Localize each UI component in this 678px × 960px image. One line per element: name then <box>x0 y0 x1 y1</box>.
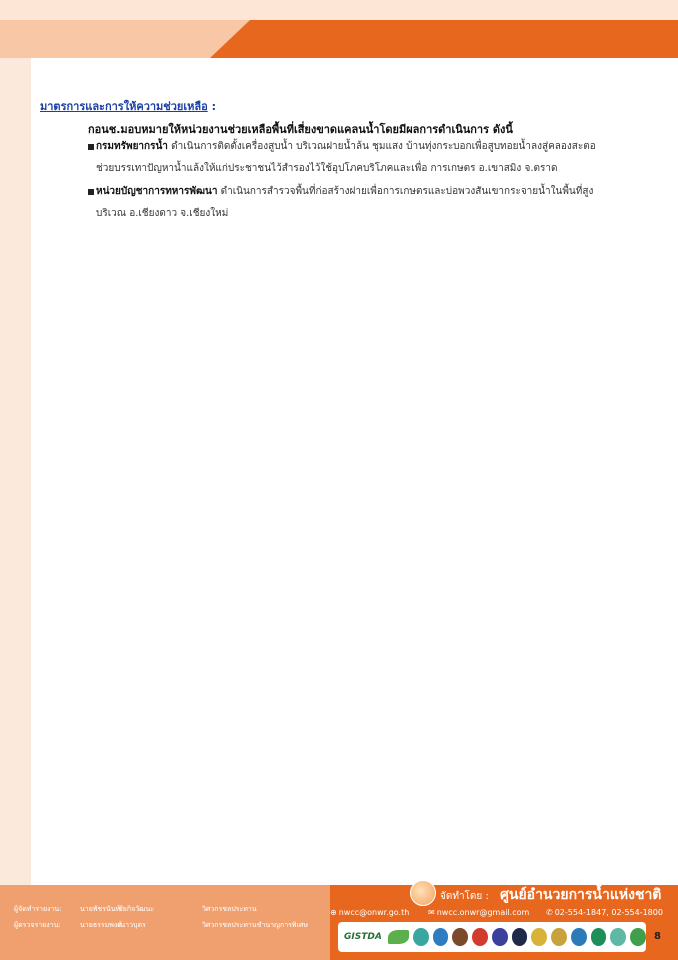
agency-logo-icon <box>630 928 646 946</box>
credit-first-name: นายธรรมพงศ์ <box>80 921 122 929</box>
page-number: 8 <box>654 931 661 942</box>
list-item <box>96 136 656 180</box>
list-item-line: ช่วยบรรเทาปัญหาน้ำแล้งให้แก่ประชาชนไว้สำรองไว้ใช้อุปโภคบริโภคและเพื่อ การเกษตร อ.เขาสมิง จ.ตราด <box>96 163 558 174</box>
list-item-text: ดำเนินการสำรวจพื้นที่ก่อสร้างฝายเพื่อการเกษตรและบ่อพวงสันเขากระจายน้ำในพื้นที่สูง <box>217 186 594 197</box>
agency-logo-icon <box>492 928 508 946</box>
leaf-logo-icon <box>388 930 409 944</box>
agency-logo-icon <box>591 928 607 946</box>
org-name: ศูนย์อำนวยการน้ำแห่งชาติ <box>500 887 662 903</box>
list-item-line <box>96 181 656 203</box>
agency-name: กรมทรัพยากรน้ำ <box>96 141 168 152</box>
globe-icon: ⊕ <box>330 908 337 917</box>
section-heading-suffix: : <box>207 100 216 113</box>
list-item-text: ดำเนินการติดตั้งเครื่องสูบน้ำ บริเวณฝายน้ำล้น ชุมแสง บ้านทุ่งกระบอกเพื่อสูบทอยน้ำลงสู่คลองสะตอ <box>167 141 596 152</box>
agency-logo-icon <box>452 928 468 946</box>
credit-role: ผู้ตรวจรายงาน: <box>14 921 61 929</box>
section-heading-text: มาตรการและการให้ความช่วยเหลือ <box>40 100 208 113</box>
section-heading <box>40 97 216 115</box>
footer-credits <box>0 885 330 960</box>
phone-text: 02-554-1847, 02-554-1800 <box>554 908 663 917</box>
mail-icon: ✉ <box>428 908 435 917</box>
gistda-logo: GISTDA <box>344 932 382 942</box>
website-contact[interactable] <box>330 908 409 917</box>
website-text: nwcc@onwr.go.th <box>338 908 410 917</box>
credit-first-name: นายพัชรนันท์ <box>80 905 121 913</box>
agency-name: หน่วยบัญชาการทหารพัฒนา <box>96 186 218 197</box>
email-contact[interactable] <box>428 908 529 917</box>
agency-logo-icon <box>472 928 488 946</box>
agency-logo-icon <box>571 928 587 946</box>
agency-logo-icon <box>433 928 449 946</box>
list-item <box>96 181 656 225</box>
partner-logos <box>338 922 646 952</box>
agency-logo-icon <box>512 928 528 946</box>
phone-icon: ✆ <box>546 908 553 917</box>
credit-title: วิศวกรชลประทานชำนาญการพิเศษ <box>202 921 308 929</box>
section-subheading: กอนช.มอบหมายให้หน่วยงานช่วยเหลือพื้นที่เสี่ยงขาดแคลนน้ำโดยมีผลการดำเนินการ ดังนี้ <box>88 123 513 136</box>
org-prefix: จัดทำโดย : <box>440 891 489 902</box>
list-item-line <box>96 136 656 158</box>
bullet-square-icon <box>88 189 94 195</box>
phone-contact[interactable] <box>546 908 663 917</box>
agency-logo-icon <box>610 928 626 946</box>
email-text: nwcc.onwr@gmail.com <box>436 908 530 917</box>
bullet-square-icon <box>88 144 94 150</box>
credit-title: วิศวกรชลประทาน <box>202 905 257 913</box>
agency-logo-icon <box>413 928 429 946</box>
agency-logo-icon <box>531 928 547 946</box>
list-item-line: บริเวณ อ.เชียงดาว จ.เชียงใหม่ <box>96 208 229 219</box>
mascot-icon <box>410 880 436 906</box>
agency-logo-icon <box>551 928 567 946</box>
header-light-wedge <box>0 20 250 58</box>
credit-last-name: เนาวบุตร <box>118 921 146 929</box>
credit-last-name: ชัยกิจวัฒนะ <box>118 905 154 913</box>
credit-role: ผู้จัดทำรายงาน: <box>14 905 62 913</box>
